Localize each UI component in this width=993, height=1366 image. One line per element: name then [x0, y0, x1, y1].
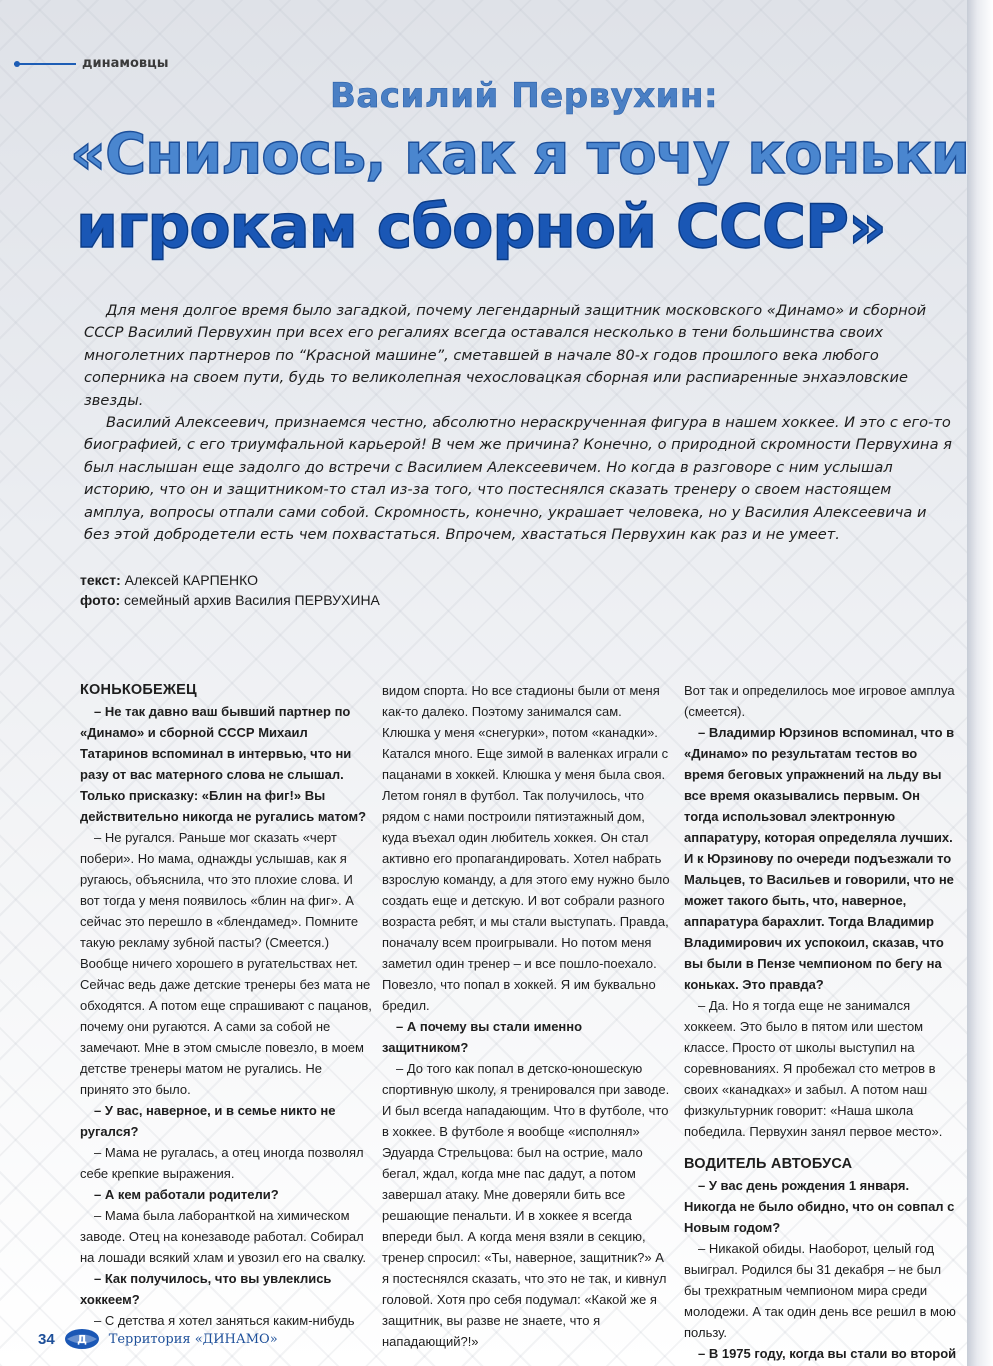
article-column-3: [684, 680, 958, 1364]
page-footer: [38, 1328, 278, 1350]
answer: – До того как попал в детско-юношескую спортивную школу, я тренировался при заводе. И был всегда нападающим. Что в футболе, что в хоккее. В футболе я вообще «исполнял» Эдуарда Стрельцова: был на острие, мало бегал, ждал, когда мне пас дадут, а потом завершал атаку. Мне доверяли бить все решающие пенальти. И в хоккее я всегда впереди был. А когда меня взяли в секцию, тренер спросил: «Ты, наверное, защитник?» А я постеснялся сказать, что это не так, и кивнул головой. Хотя про себя подумал: «Какой же я защитник, вы разве не знаете, что я нападающий?!»: [382, 1061, 670, 1349]
credit-text: [80, 570, 380, 590]
headline-line-2: игрокам сборной СССР»: [76, 192, 886, 262]
question: – В 1975 году, когда вы стали во второй: [698, 1346, 957, 1361]
question: – У вас, наверное, и в семье никто не ругался?: [80, 1103, 336, 1139]
dynamo-globe-logo-icon: [63, 1328, 101, 1350]
article-column-2: [382, 680, 672, 1352]
answer: – Не ругался. Раньше мог сказать «черт побери». Но мама, однажды услышав, как я ругаюсь, объяснила, что это плохие слова. И вот тогда у меня появилось «блин на фиг». А сейчас это перешло в «блендамед». Помните такую рекламу зубной пасты? (Смеется.) Вообще ничего хорошего в ругательствах нет. Сейчас ведь даже детские тренеры без мата не обходятся. А потом еще спрашивают с пацанов, почему они ругаются. А сами за собой не замечают. Мне в этом смысле повезло, в моем детстве тренеры матом не ругались. Не принято это было.: [80, 830, 372, 1097]
credit-photo-label: фото:: [80, 592, 121, 608]
question: – Как получилось, что вы увлеклись хоккеем?: [80, 1271, 332, 1307]
section-line: [14, 63, 76, 65]
credit-text-label: текст:: [80, 572, 121, 588]
svg-text:Д: Д: [76, 1333, 87, 1346]
question: – У вас день рождения 1 января. Никогда не было обидно, что он совпал с Новым годом?: [684, 1178, 955, 1235]
credits: [80, 570, 380, 610]
question: – А почему вы стали именно защитником?: [382, 1019, 583, 1055]
answer: – Да. Но я тогда еще не занимался хоккеем. Это было в пятом или шестом классе. Просто от школы выступил на соревнованиях. Я пробежал сто метров в своих «канадках» и забыл. А потом наш физкультурник говорит: «Наша школа победила. Первухин занял первое место».: [684, 998, 943, 1139]
section-tag: [14, 56, 169, 71]
credit-text-value: Алексей КАРПЕНКО: [124, 572, 258, 588]
headline-name: Василий Первухин:: [330, 76, 719, 116]
section-label: динамовцы: [82, 56, 169, 71]
magazine-name: Территория «ДИНАМО»: [108, 1331, 278, 1347]
question: – А кем работали родители?: [94, 1187, 279, 1202]
answer-continued: Вот так и определилось мое игровое амплуа (смеется).: [684, 683, 955, 719]
page-edge-shadow: [967, 0, 993, 1366]
page-number: 34: [38, 1330, 55, 1348]
article-column-1: [80, 680, 372, 1331]
spacer: [684, 1142, 958, 1154]
question: – Владимир Юрзинов вспоминал, что в «Динамо» по результатам тестов во время беговых упражнений на льду вы все время оказывались первым. Он тогда использовал электронную аппаратуру, которая определяла лучших. И к Юрзинову по очереди подъезжали то Мальцев, то Васильев и говорили, что не может такого быть, что, наверное, аппаратура барахлит. Тогда Владимир Владимирович их успокоил, сказав, что вы были в Пензе чемпионом по бегу на коньках. Это правда?: [684, 725, 955, 992]
lead-paragraphs: [84, 300, 954, 546]
subheading-skater: КОНЬКОБЕЖЕЦ: [80, 682, 197, 698]
answer: – Никакой обиды. Наоборот, целый год выиграл. Родился бы 31 декабря – не был бы трехкратным чемпионом мира среди молодежи. А так один день все решил в мою пользу.: [684, 1241, 956, 1340]
answer-continued: видом спорта. Но все стадионы были от меня как-то далеко. Поэтому занимался сам. Клюшка у меня «снегурки», потом «канадки». Катался много. Еще зимой в валенках играли с пацанами в хоккей. Клюшка у меня была своя. Летом гонял в футбол. Так получилось, что рядом с нами построили пятиэтажный дом, куда въехал один любитель хоккея. Он стал активно его пропагандировать. Хотел набрать взрослую команду, а для этого ему нужно было создать еще и детскую. И вот собрали разного возраста ребят, и мы стали выступать. Правда, поначалу всем проигрывали. Но потом меня заметил один тренер – и все пошло-поехало. Повезло, что попал в хоккей. Я им буквально бредил.: [382, 683, 670, 1013]
credit-photo-value: семейный архив Василия ПЕРВУХИНА: [124, 592, 380, 608]
lead-paragraph-1: Для меня долгое время было загадкой, почему легендарный защитник московского «Динамо» и сборной СССР Василий Первухин при всех его регалиях всегда оставался несколько в тени большинства своих многолетних партнеров по “Красной машине”, сметавшей в начале 80-х годов прошлого века любого соперника на своем пути, будь то великолепная чехословацкая сборная или распиаренные энхаэловские звезды.: [84, 302, 927, 409]
credit-photo: [80, 590, 380, 610]
lead-paragraph-2: Василий Алексеевич, признаемся честно, абсолютно нераскрученная фигура в нашем хоккее. И это с его-то биографией, с его триумфальной карьерой! В чем же причина? Конечно, о природной скромности Первухина я был наслышан еще задолго до встречи с Василием Алексеевичем. Но когда в разговоре с ним услышал историю, что он и защитником-то стал из-за того, что постеснялся сказать тренеру о своем настоящем амплуа, вопросы отпали сами собой. Скромность, конечно, украшает человека, но у Василия Алексеевича и без этой добродетели есть чем похвастаться. Впрочем, хвастаться Первухин как раз и не умеет.: [84, 414, 952, 544]
answer: – Мама не ругалась, а отец иногда позволял себе крепкие выражения.: [80, 1145, 364, 1181]
question: – Не так давно ваш бывший партнер по «Динамо» и сборной СССР Михаил Татаринов вспоминал в интервью, что ни разу от вас матерного слова не слышал. Только присказку: «Блин на фиг!» Вы действительно никогда не ругались матом?: [80, 704, 367, 824]
subheading-bus-driver: ВОДИТЕЛЬ АВТОБУСА: [684, 1156, 853, 1172]
headline-line-1: «Снилось, как я точу коньки: [70, 122, 970, 187]
answer: – С детства я хотел заняться каким-нибудь: [94, 1313, 355, 1328]
answer: – Мама была лаборанткой на химическом заводе. Отец на конезаводе работал. Собирал на лошади всякий хлам и увозил его на свалку.: [80, 1208, 366, 1265]
